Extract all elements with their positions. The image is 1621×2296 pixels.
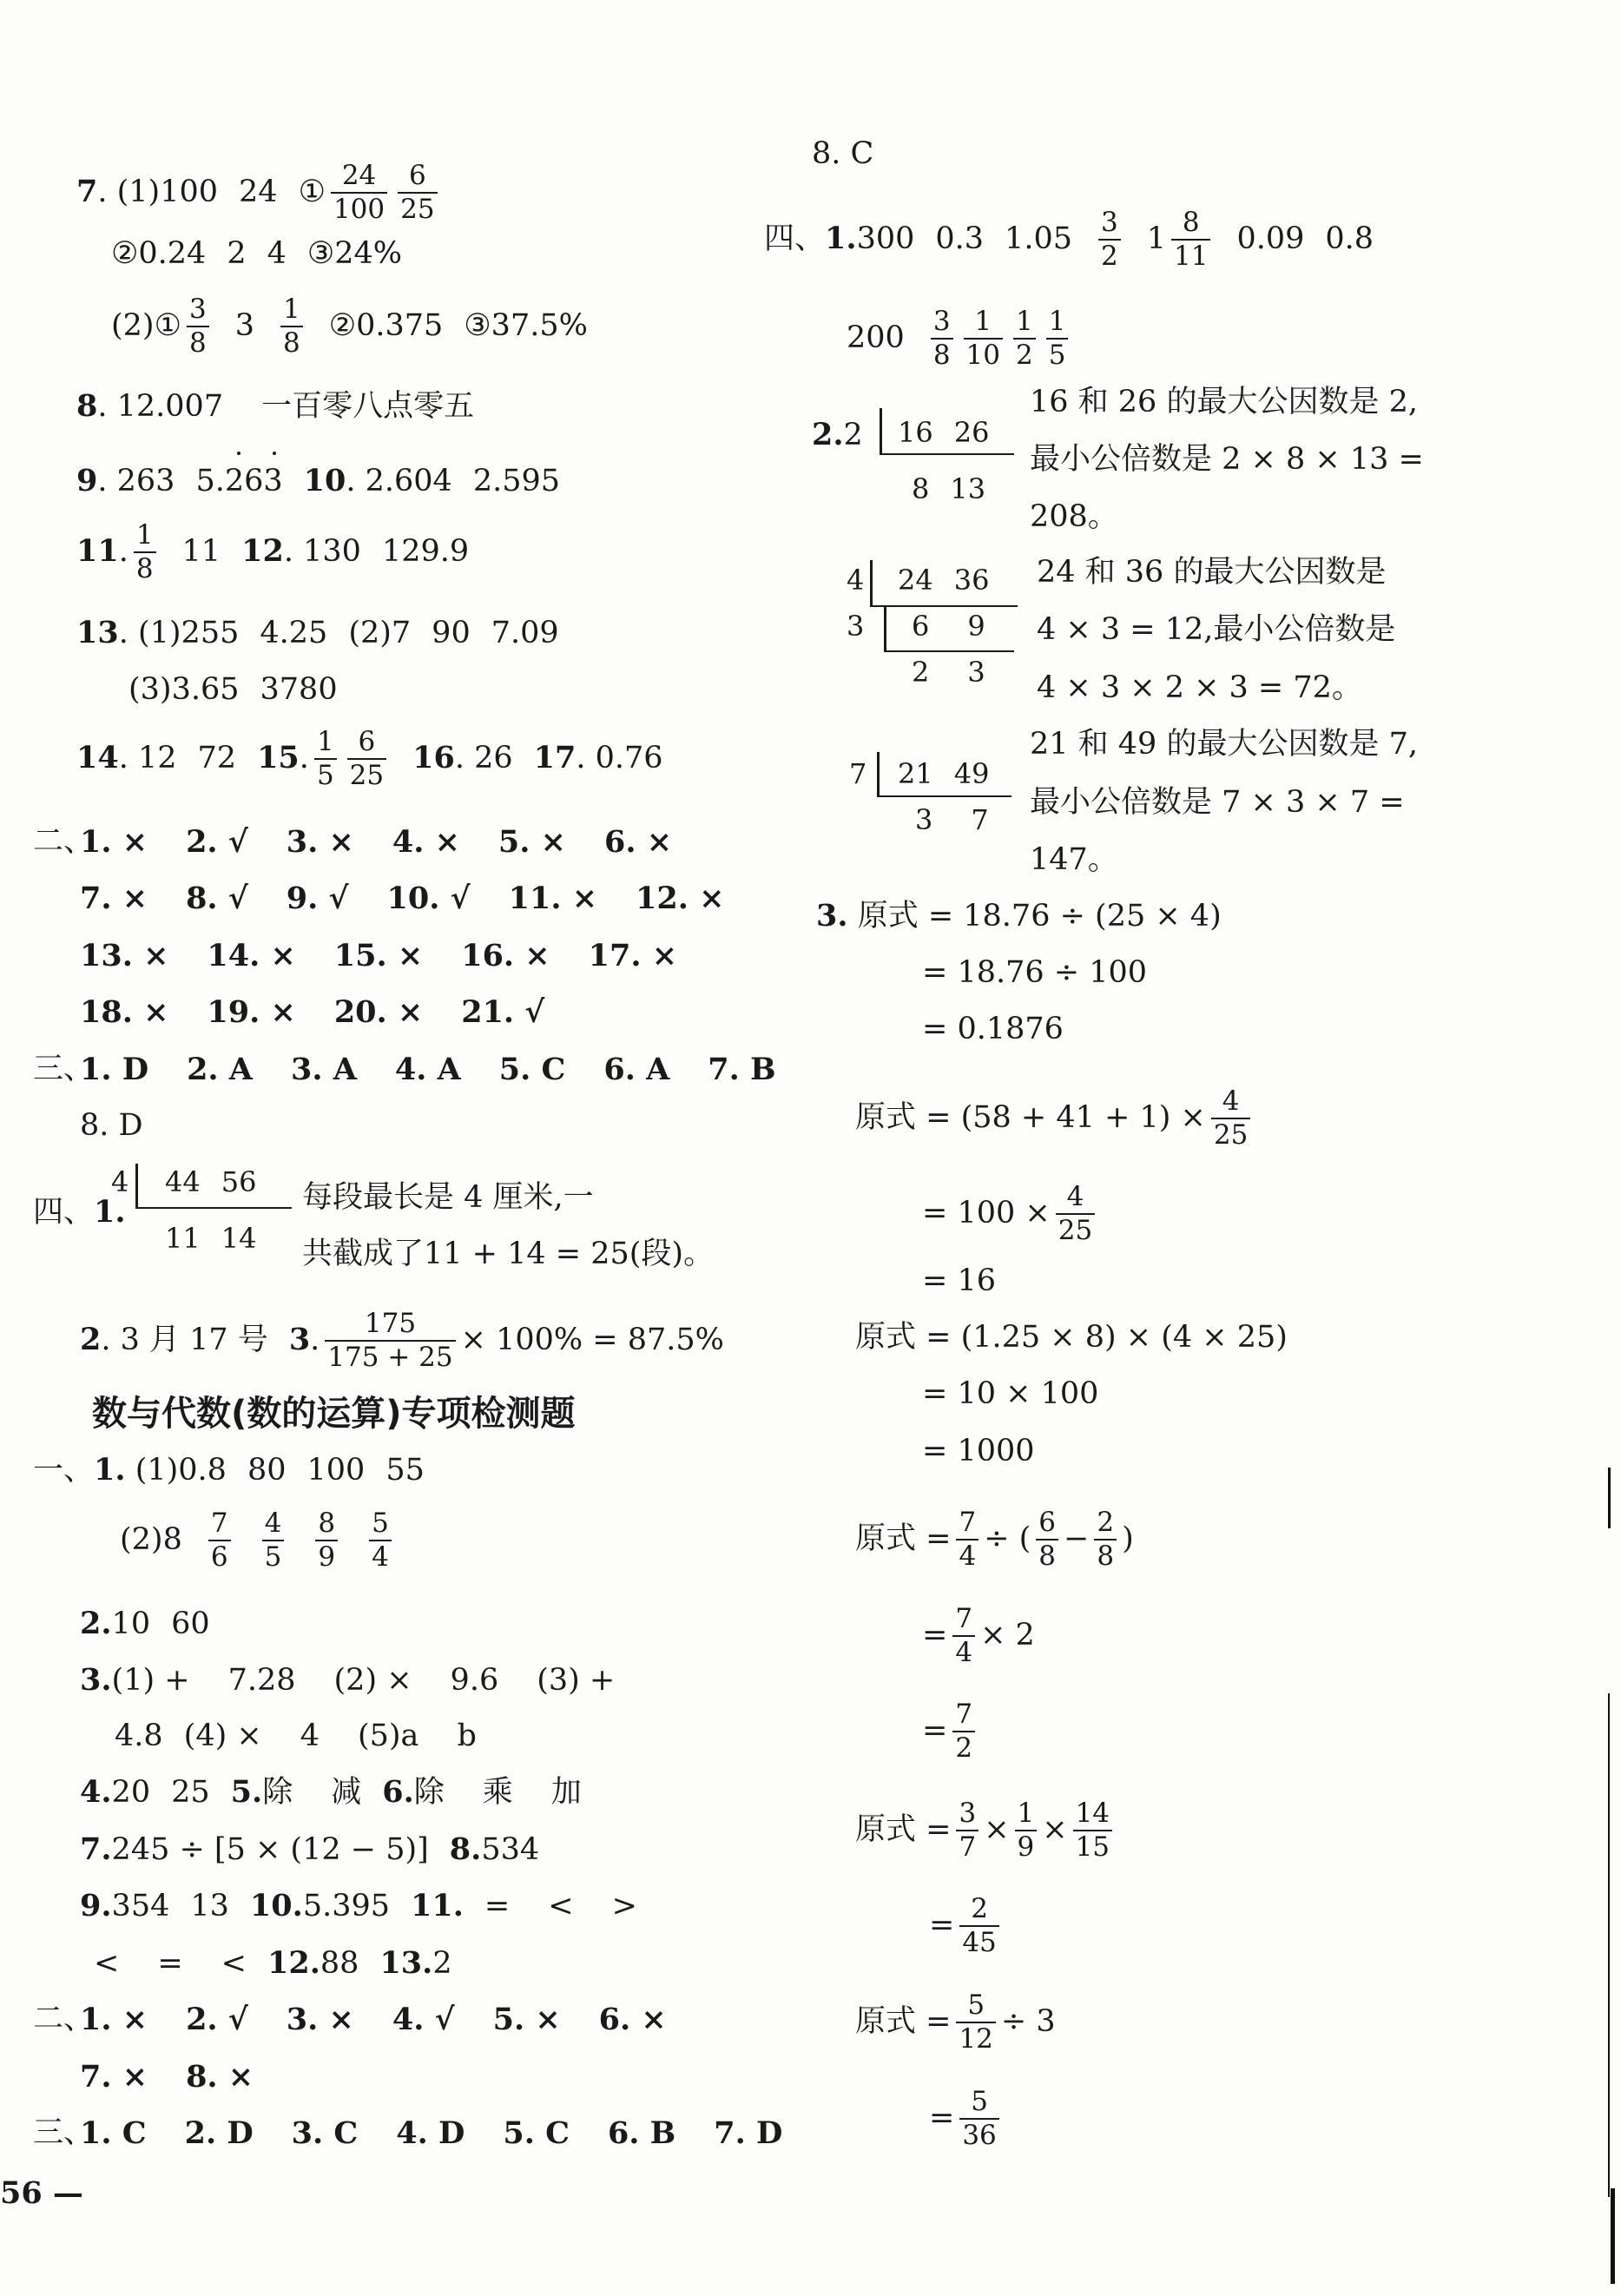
r-q3-e1: 原式 = $\frac{3}{7}$ × $\frac{1}{9}$ × $\frac{14}{15}$	[855, 1799, 1117, 1863]
r-q2c-text3: 147。	[1030, 842, 1118, 877]
r-q3-c2: = 10 × 100	[922, 1376, 1099, 1411]
page-number: 56 —	[0, 2175, 83, 2211]
sec3-row2: 8. D	[80, 1108, 143, 1143]
r-q3-a2: = 18.76 ÷ 100	[922, 955, 1148, 990]
r-q3-c3: = 1000	[922, 1434, 1035, 1468]
r-q2b-text1: 24 和 36 的最大公因数是	[1037, 555, 1387, 590]
fraction: $\frac{7}{4}$	[956, 1508, 979, 1572]
dividend-row: 24 36	[898, 564, 990, 597]
fraction: $\frac{3}{2}$	[1098, 208, 1121, 272]
s1-line2: (2)8 $\frac{7}{6}$ $\frac{4}{5}$ $\frac{8}{9}$ $\frac{5}{4}$	[120, 1509, 397, 1573]
fraction: $\frac{4}{5}$	[262, 1509, 285, 1573]
s2-row2: 7. × 8. ×	[80, 2059, 254, 2095]
divisor: 7	[849, 757, 867, 790]
r-q2-text3: 208。	[1030, 499, 1118, 534]
r-q3-e2: = $\frac{2}{45}$	[929, 1895, 1005, 1958]
division-line	[877, 795, 1011, 797]
division-line	[870, 605, 1018, 607]
sec3-row1: 1. D 2. A 3. A 4. A 5. C 6. A 7. B	[80, 1052, 776, 1087]
s1-q2: 2.10 60	[80, 1606, 210, 1641]
q9-q10-line: 9. 263 5.263 10. 2.604 2.595	[76, 463, 561, 498]
r-q3-b2: = 100 × $\frac{4}{25}$	[922, 1183, 1100, 1246]
r-q2-text2: 最小公倍数是 2 × 8 × 13 =	[1030, 442, 1424, 477]
fraction: $\frac{5}{4}$	[369, 1509, 392, 1573]
binding-edge-mark	[1608, 1693, 1610, 2197]
section-heading: 数与代数(数的运算)专项检测题	[92, 1394, 576, 1434]
repeating-dot	[237, 452, 241, 455]
fraction: $\frac{7}{6}$	[208, 1509, 231, 1573]
sec2-row3: 13. × 14. × 15. × 16. × 17. ×	[80, 938, 678, 973]
q8-line: 8. 12.007 一百零八点零五	[76, 388, 475, 424]
fraction: $\frac{3}{8}$	[187, 295, 209, 359]
r-q3-c1: 原式 = (1.25 × 8) × (4 × 25)	[855, 1320, 1288, 1355]
fraction: $\frac{4}{25}$	[1211, 1087, 1250, 1151]
fraction: $\frac{24}{100}$	[331, 162, 387, 225]
r-q2c-text1: 21 和 49 的最大公因数是 7,	[1030, 727, 1418, 762]
dividend-row: 16 26	[898, 416, 990, 449]
fraction: $\frac{4}{25}$	[1056, 1183, 1095, 1246]
s3-row: 1. C 2. D 3. C 4. D 5. C 6. B 7. D	[80, 2115, 783, 2151]
fraction: $\frac{1}{5}$	[1046, 307, 1069, 371]
r-q3-f2: = $\frac{5}{36}$	[929, 2088, 1005, 2151]
q7-line3: (2)① $\frac{3}{8}$ 3 $\frac{1}{8}$ ②0.375 ③37.5%	[111, 294, 588, 360]
r-q2c-text2: 最小公倍数是 7 × 3 × 7 =	[1030, 785, 1405, 820]
s1-q3-line1: 3.(1) + 7.28 (2) × 9.6 (3) +	[80, 1662, 616, 1698]
dividend-row: 21 49	[898, 757, 990, 790]
division-bar	[870, 560, 873, 605]
binding-edge-mark	[1611, 2188, 1615, 2284]
sec4-text1: 每段最长是 4 厘米,一	[302, 1180, 594, 1215]
repeating-dot	[273, 452, 276, 455]
sec4-q2-q3: 2. 3 月 17 号 3. $\frac{175}{175 + 25}$ × 100% = 87.5%	[80, 1308, 724, 1374]
binding-edge-mark	[1608, 1468, 1611, 1528]
fraction: $\frac{175}{175 + 25}$	[325, 1310, 455, 1373]
sec2-label: 二、	[33, 824, 95, 859]
r-q3-b3: = 16	[922, 1263, 996, 1298]
fraction: $\frac{1}{8}$	[134, 521, 156, 584]
quotient-row: 2 3	[912, 656, 985, 689]
r-q8: 8. C	[812, 136, 874, 171]
q13-line2: (3)3.65 3780	[128, 672, 338, 707]
s1-q4-6: 4.20 25 5.除 减 6.除 乘 加	[80, 1774, 582, 1810]
fraction: $\frac{6}{8}$	[1036, 1508, 1058, 1572]
r-q3-a3: = 0.1876	[922, 1012, 1064, 1046]
q14-17-line: 14. 12 72 15. $\frac{1}{5}$ $\frac{6}{25}$ 16. 26 17. 0.76	[76, 726, 663, 792]
r-q3-b1: 原式 = (58 + 41 + 1) × $\frac{4}{25}$	[855, 1087, 1255, 1151]
fraction: $\frac{7}{2}$	[952, 1700, 975, 1764]
sec4-label: 四、1.	[33, 1194, 126, 1230]
s2-label: 二、	[33, 2002, 95, 2036]
s2-row1: 1. × 2. √ 3. × 4. √ 5. × 6. ×	[80, 2002, 667, 2037]
division-bar	[880, 408, 882, 453]
r-q3-f1: 原式 = $\frac{5}{12}$ ÷ 3	[855, 1989, 1056, 2055]
fraction: $\frac{1}{9}$	[1015, 1799, 1038, 1863]
r-q3-d2: = $\frac{7}{4}$ × 2	[922, 1603, 1035, 1669]
division-bar	[877, 752, 880, 795]
fraction: $\frac{2}{8}$	[1094, 1508, 1117, 1572]
fraction: $\frac{6}{25}$	[347, 728, 386, 791]
division-line	[135, 1207, 292, 1209]
division-line	[880, 453, 1014, 455]
r-sec4-line2: 200 $\frac{3}{8}$ $\frac{1}{10}$ $\frac{1}{2}$ $\frac{1}{5}$	[847, 307, 1073, 371]
fraction: $\frac{1}{2}$	[1013, 307, 1036, 371]
r-q2b-text2: 4 × 3 = 12,最小公倍数是	[1037, 612, 1396, 647]
s3-label: 三、	[33, 2115, 95, 2150]
fraction: $\frac{7}{4}$	[952, 1605, 975, 1668]
q7-line2: ②0.24 2 4 ③24%	[111, 236, 403, 271]
r-q3-a1: 3. 原式 = 18.76 ÷ (25 × 4)	[816, 898, 1222, 934]
sec2-row4: 18. × 19. × 20. × 21. √	[80, 994, 545, 1030]
divisor-1: 4	[847, 564, 865, 597]
quotient-row: 6 9	[912, 610, 985, 643]
sec3-label: 三、	[33, 1052, 95, 1086]
fraction: $\frac{3}{8}$	[931, 307, 953, 371]
s1-q7-8: 7.245 ÷ [5 × (12 − 5)] 8.534	[80, 1831, 540, 1867]
r-sec4-line1: 四、1.300 0.3 1.05 $\frac{3}{2}$ 1 $\frac{8}{11}$ 0.09 0.8	[764, 207, 1374, 273]
fraction: $\frac{6}{25}$	[398, 162, 437, 225]
sec2-row2: 7. × 8. √ 9. √ 10. √ 11. × 12. ×	[80, 881, 725, 916]
division-line	[884, 650, 1014, 652]
fraction: $\frac{1}{8}$	[280, 295, 303, 359]
fraction: $\frac{1}{10}$	[964, 307, 1003, 371]
sec2-row1: 1. × 2. √ 3. × 4. × 5. × 6. ×	[80, 824, 673, 860]
r-q3-d3: = $\frac{7}{2}$	[922, 1700, 980, 1764]
q7-line1: 7. (1)100 24 ① $\frac{24}{100}$ $\frac{6}{25}$	[76, 162, 443, 225]
r-q2-text1: 16 和 26 的最大公因数是 2,	[1030, 385, 1418, 419]
fraction: $\frac{5}{12}$	[956, 1991, 995, 2055]
r-q3-d1: 原式 = $\frac{7}{4}$ ÷ ( $\frac{6}{8}$ − $\frac{2}{8}$ )	[855, 1507, 1134, 1573]
fraction: $\frac{8}{9}$	[315, 1509, 338, 1573]
fraction: $\frac{1}{5}$	[314, 728, 337, 791]
sec4-text2: 共截成了11 + 14 = 25(段)。	[302, 1237, 715, 1271]
fraction: $\frac{3}{7}$	[956, 1799, 979, 1863]
quotient-row: 11 14	[165, 1222, 257, 1255]
s1-q3-line2: 4.8 (4) × 4 (5)a b	[115, 1719, 477, 1753]
division-bar	[884, 605, 886, 650]
quotient-row: 8 13	[912, 472, 986, 505]
division-bar	[135, 1164, 138, 1207]
fraction: $\frac{8}{11}$	[1171, 208, 1210, 272]
divisor-2: 3	[847, 610, 865, 643]
fraction: $\frac{2}{45}$	[959, 1895, 998, 1958]
q13-line1: 13. (1)255 4.25 (2)7 90 7.09	[76, 615, 559, 650]
s1-line1: 一、1. (1)0.8 80 100 55	[33, 1452, 425, 1488]
fraction: $\frac{14}{15}$	[1073, 1799, 1112, 1863]
r-q2b-text3: 4 × 3 × 2 × 3 = 72。	[1037, 670, 1362, 705]
short-division-divisor: 4	[111, 1165, 129, 1198]
quotient-row: 3 7	[915, 803, 989, 836]
q11-q12-line: 11. $\frac{1}{8}$ 11 12. 130 129.9	[76, 519, 470, 585]
fraction: $\frac{5}{36}$	[959, 2088, 998, 2151]
s1-q11-13: < = < 12.88 13.2	[94, 1945, 452, 1981]
s1-q9-11: 9.354 13 10.5.395 11. = < >	[80, 1888, 637, 1923]
dividend-row: 44 56	[165, 1165, 257, 1198]
r-q2-label: 2.2	[812, 417, 863, 452]
